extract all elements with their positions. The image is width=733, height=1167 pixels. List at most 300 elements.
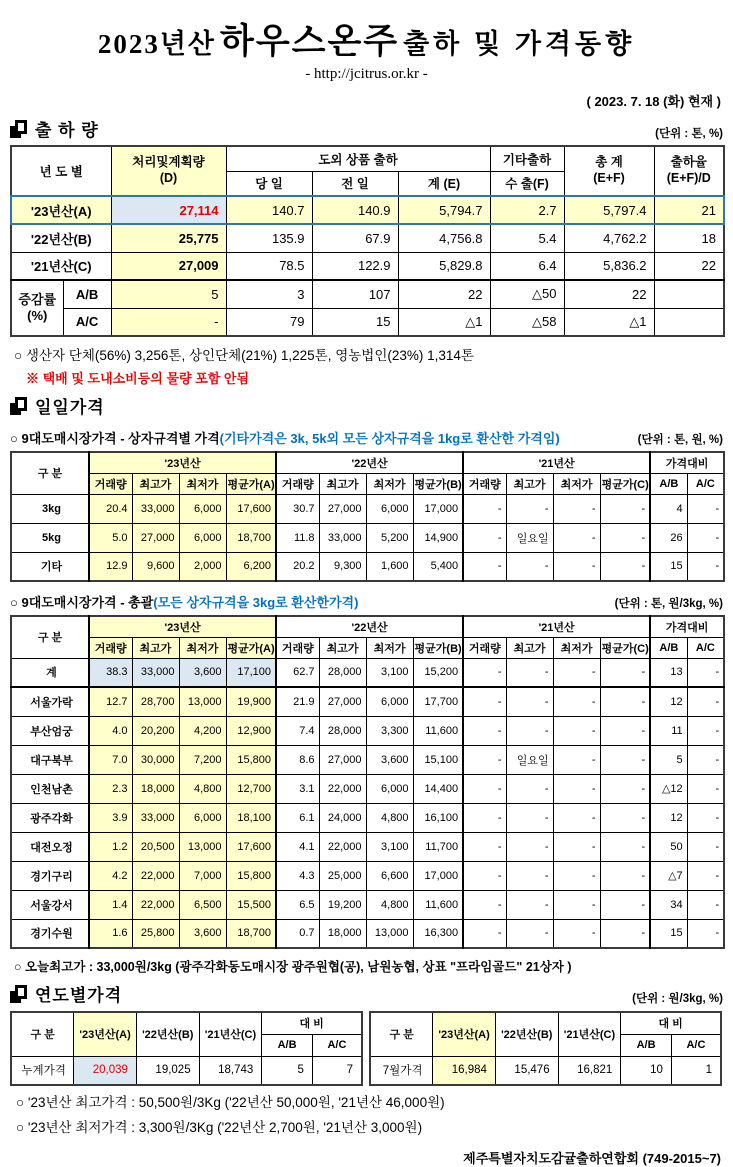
value-cell: - [553,523,600,552]
value-cell: 3 [226,280,312,308]
column-header: 거래량 [276,637,319,658]
value-cell: 5 [650,745,687,774]
column-header: 평균가(B) [413,637,463,658]
column-header: 최저가 [553,637,600,658]
organization-footer: 제주특별자치도감귤출하연합회 (749-2015~7) [463,1151,721,1166]
daily-section-title: 일일가격 [35,398,105,417]
value-cell: 2,000 [179,552,226,581]
value-cell: - [463,774,506,803]
value-cell: - [687,687,724,716]
box-price-heading-note: (기타가격은 3k, 5k외 모든 상자규격을 1kg로 환산한 가격임) [219,431,560,446]
value-cell: 21.9 [276,687,319,716]
value-cell: 27,000 [132,523,179,552]
shipment-section-title: 출 하 량 [35,121,99,140]
value-cell: 5,400 [413,552,463,581]
box-price-table [10,451,725,582]
value-cell: 62.7 [276,658,319,687]
value-cell: - [687,803,724,832]
report-date: ( 2023. 7. 18 (화) 현재 ) [586,94,721,109]
value-cell: - [687,552,724,581]
value-cell: - [687,774,724,803]
column-header: A/B [262,1034,313,1056]
table-row [11,308,724,336]
column-header: 최저가 [179,637,226,658]
title-suffix: 출하 및 가격동향 [403,29,636,59]
value-cell: - [463,552,506,581]
value-cell: 22,000 [319,774,366,803]
value-cell: 38.3 [89,658,132,687]
column-header: '22년산 [276,452,463,473]
value-cell: - [553,658,600,687]
value-cell: 12,900 [226,716,276,745]
value-cell: 27,000 [319,687,366,716]
value-cell: 4.3 [276,861,319,890]
value-cell: 28,000 [319,716,366,745]
value-cell: - [463,890,506,919]
value-cell: 6.4 [490,252,564,280]
section-square-icon [10,397,27,415]
value-cell: 4.2 [89,861,132,890]
value-cell: 6,000 [366,494,413,523]
value-cell: 7.0 [89,745,132,774]
value-cell: △1 [564,308,654,336]
column-header: 최저가 [366,473,413,494]
value-cell: 34 [650,890,687,919]
column-header: 계 (E) [398,171,490,196]
value-cell: 15 [650,919,687,948]
value-cell [654,308,724,336]
box-price-unit-label: (단위 : 톤, 원, %) [637,434,723,446]
value-cell: △58 [490,308,564,336]
table-row [11,1056,362,1085]
table-row [11,658,724,687]
july-price-table [369,1011,722,1086]
value-cell: 17,700 [413,687,463,716]
value-cell: - [463,687,506,716]
value-cell: △50 [490,280,564,308]
value-cell: 7.4 [276,716,319,745]
value-cell: 6,000 [366,774,413,803]
column-header: 구 분 [11,1012,74,1056]
value-cell: 7 [312,1056,362,1085]
column-header: '21년산 [463,452,650,473]
value-cell: - [506,494,553,523]
column-header: 구 분 [11,452,89,494]
value-cell: 17,000 [413,494,463,523]
value-cell: 28,700 [132,687,179,716]
value-cell: 30.7 [276,494,319,523]
column-header: '22년산(B) [495,1012,558,1056]
value-cell: 13 [650,658,687,687]
row-label: 부산엄궁 [11,716,89,745]
value-cell: 22,000 [319,832,366,861]
value-cell: - [687,861,724,890]
column-header: 출하율 (E+F)/D [654,146,724,196]
value-cell: 20.4 [89,494,132,523]
value-cell: 30,000 [132,745,179,774]
value-cell: - [463,745,506,774]
column-header: 최고가 [506,473,553,494]
column-header: '22년산(B) [136,1012,199,1056]
value-cell: 6,500 [179,890,226,919]
value-cell: 4,756.8 [398,224,490,252]
column-header: 최저가 [366,637,413,658]
column-header: 거래량 [89,637,132,658]
row-label: 계 [11,658,89,687]
value-cell: - [463,716,506,745]
row-label: A/C [63,308,111,336]
column-header: '22년산 [276,616,463,637]
value-cell: 3,300 [366,716,413,745]
market-price-table [10,615,725,949]
value-cell: 140.7 [226,196,312,224]
value-cell: 8.6 [276,745,319,774]
value-cell: 4.1 [276,832,319,861]
column-header: A/B [650,637,687,658]
value-cell: 13,000 [366,919,413,948]
value-cell: 11,600 [413,890,463,919]
section-square-icon [10,120,27,138]
value-cell: - [463,861,506,890]
value-cell: 6.5 [276,890,319,919]
value-cell: 20,039 [74,1056,137,1085]
table-row [370,1056,721,1085]
value-cell: 18,743 [199,1056,262,1085]
value-cell: 12,700 [226,774,276,803]
value-cell: 17,600 [226,494,276,523]
column-header: '23년산(A) [74,1012,137,1056]
value-cell: - [553,774,600,803]
row-label: A/B [63,280,111,308]
column-header: 총 계 (E+F) [564,146,654,196]
value-cell: 24,000 [319,803,366,832]
value-cell: 9,600 [132,552,179,581]
value-cell: 7,200 [179,745,226,774]
value-cell: - [506,774,553,803]
value-cell: 140.9 [312,196,398,224]
value-cell: 3,100 [366,832,413,861]
value-cell: - [687,919,724,948]
column-header: '21년산(C) [558,1012,621,1056]
value-cell: 18,700 [226,523,276,552]
total-price-heading: ○ 9대도매시장가격 - 총괄 [10,595,154,610]
value-cell: 15,100 [413,745,463,774]
column-header: '21년산(C) [199,1012,262,1056]
column-header: 기타출하 [490,146,564,171]
row-label: '21년산(C) [11,252,111,280]
value-cell: 18,100 [226,803,276,832]
value-cell: 50 [650,832,687,861]
column-header: 당 일 [226,171,312,196]
value-cell: 27,000 [319,494,366,523]
box-price-subhead [10,428,723,447]
value-cell: - [463,832,506,861]
box-price-heading: ○ 9대도매시장가격 - 상자규격별 가격 [10,431,220,446]
value-cell: - [600,552,650,581]
column-header: 평균가(A) [226,473,276,494]
value-cell: 67.9 [312,224,398,252]
value-cell: 13,000 [179,832,226,861]
column-header: 구 분 [11,616,89,658]
value-cell: 1.6 [89,919,132,948]
value-cell: 1 [671,1056,721,1085]
value-cell: 15,476 [495,1056,558,1085]
value-cell: - [553,919,600,948]
value-cell: 5 [111,280,226,308]
row-label: 대전오정 [11,832,89,861]
value-cell: 7,000 [179,861,226,890]
value-cell: - [506,832,553,861]
value-cell: 18,700 [226,919,276,948]
column-header: '23년산(A) [433,1012,496,1056]
value-cell: - [600,803,650,832]
table-row [11,252,724,280]
shipment-table [10,145,725,337]
column-header: A/C [687,473,724,494]
value-cell: 6,000 [179,494,226,523]
value-cell: 15 [312,308,398,336]
value-cell: - [687,745,724,774]
value-cell: 1.2 [89,832,132,861]
value-cell: 22,000 [132,890,179,919]
column-header: 처리및계획량 (D) [111,146,226,196]
value-cell: 79 [226,308,312,336]
value-cell: 14,900 [413,523,463,552]
value-cell: - [687,716,724,745]
value-cell: - [553,716,600,745]
column-header: 최고가 [319,473,366,494]
column-header: 거래량 [463,637,506,658]
row-label: 인천남촌 [11,774,89,803]
value-cell: - [553,687,600,716]
value-cell: - [553,494,600,523]
value-cell: 22 [654,252,724,280]
row-label: 대구북부 [11,745,89,774]
value-cell: 5 [262,1056,313,1085]
value-cell: △12 [650,774,687,803]
value-cell: - [687,494,724,523]
shipment-unit-label: (단위 : 톤, %) [655,128,723,140]
value-cell: 15,200 [413,658,463,687]
value-cell: 6,200 [226,552,276,581]
column-header: 평균가(C) [600,637,650,658]
section-square-icon [10,985,27,1003]
value-cell: 5,836.2 [564,252,654,280]
value-cell: - [687,890,724,919]
column-header: A/C [671,1034,721,1056]
value-cell: - [687,832,724,861]
value-cell: 20.2 [276,552,319,581]
row-label: 서울강서 [11,890,89,919]
value-cell: 6.1 [276,803,319,832]
table-row [11,523,724,552]
title-year: 2023년산 [97,29,217,59]
table-row [11,919,724,948]
total-price-subhead [10,592,723,611]
column-header: 가격대비 [650,452,724,473]
column-header: 최고가 [319,637,366,658]
column-header: 평균가(B) [413,473,463,494]
value-cell: 16,300 [413,919,463,948]
value-cell: - [553,552,600,581]
value-cell: 2.7 [490,196,564,224]
value-cell: 17,600 [226,832,276,861]
value-cell: 5.0 [89,523,132,552]
value-cell: 3,600 [366,745,413,774]
value-cell: - [600,494,650,523]
value-cell: 33,000 [132,494,179,523]
value-cell: 6,000 [366,687,413,716]
table-row [11,803,724,832]
column-header: 대 비 [621,1012,721,1034]
column-header: A/B [621,1034,672,1056]
value-cell: 6,000 [179,803,226,832]
row-label: 5kg [11,523,89,552]
column-header: 최고가 [506,637,553,658]
value-cell: - [600,716,650,745]
value-cell: 3.1 [276,774,319,803]
column-header: 최저가 [179,473,226,494]
value-cell: 10 [621,1056,672,1085]
row-label: 기타 [11,552,89,581]
value-cell: - [600,890,650,919]
value-cell: 28,000 [319,658,366,687]
value-cell: - [506,890,553,919]
column-header: A/C [687,637,724,658]
value-cell: 22,000 [132,861,179,890]
season-low-price-note: ○ '23년산 최저가격 : 3,300원/3Kg ('22년산 2,700원, '21년산 3,000원) [16,1120,423,1135]
value-cell: 11,700 [413,832,463,861]
column-header: 최고가 [132,473,179,494]
table-row [11,224,724,252]
value-cell: - [506,687,553,716]
value-cell: 13,000 [179,687,226,716]
value-cell: - [600,658,650,687]
value-cell: 11 [650,716,687,745]
value-cell: △7 [650,861,687,890]
value-cell [654,280,724,308]
value-cell: 5,200 [366,523,413,552]
column-header: A/C [312,1034,362,1056]
value-cell: - [463,803,506,832]
value-cell: 16,984 [433,1056,496,1085]
row-label: 증감률 (%) [11,280,63,336]
shipment-section-head [10,116,723,141]
value-cell: 12 [650,803,687,832]
value-cell: 25,800 [132,919,179,948]
value-cell: 15,500 [226,890,276,919]
value-cell: 12.7 [89,687,132,716]
value-cell: - [463,494,506,523]
value-cell: 18,000 [132,774,179,803]
value-cell: 9,300 [319,552,366,581]
yearly-section-title: 연도별가격 [35,986,123,1005]
column-header: 구 분 [370,1012,433,1056]
column-header: 최고가 [132,637,179,658]
value-cell: 33,000 [132,803,179,832]
column-header: 가격대비 [650,616,724,637]
value-cell: 78.5 [226,252,312,280]
source-url: - http://jcitrus.or.kr - [305,66,428,82]
value-cell: - [553,832,600,861]
value-cell: 1,600 [366,552,413,581]
column-header: '23년산 [89,616,276,637]
value-cell: 27,009 [111,252,226,280]
table-row [11,196,724,224]
column-header: 년 도 별 [11,146,111,196]
value-cell: 4,800 [179,774,226,803]
value-cell: 17,000 [413,861,463,890]
value-cell: - [463,658,506,687]
value-cell: 16,821 [558,1056,621,1085]
value-cell: 4 [650,494,687,523]
value-cell: - [687,658,724,687]
table-row [11,687,724,716]
column-header: 대 비 [262,1012,362,1034]
value-cell: - [553,861,600,890]
column-header: 평균가(C) [600,473,650,494]
column-header: 평균가(A) [226,637,276,658]
table-row [11,890,724,919]
value-cell: 25,775 [111,224,226,252]
value-cell: 122.9 [312,252,398,280]
value-cell: - [600,523,650,552]
value-cell: 16,100 [413,803,463,832]
column-header: 거래량 [276,473,319,494]
table-row [11,745,724,774]
value-cell: 14,400 [413,774,463,803]
value-cell: 6,600 [366,861,413,890]
value-cell: 18 [654,224,724,252]
value-cell: - [463,919,506,948]
value-cell: - [553,745,600,774]
column-header: 최저가 [553,473,600,494]
value-cell: 11.8 [276,523,319,552]
value-cell: 22 [564,280,654,308]
value-cell: △1 [398,308,490,336]
value-cell: - [506,861,553,890]
value-cell: 19,025 [136,1056,199,1085]
table-row [11,716,724,745]
table-row [11,494,724,523]
value-cell: 3,100 [366,658,413,687]
table-row [11,832,724,861]
value-cell: 5,829.8 [398,252,490,280]
value-cell: 11,600 [413,716,463,745]
row-label: 3kg [11,494,89,523]
value-cell: 135.9 [226,224,312,252]
value-cell: 5,794.7 [398,196,490,224]
value-cell: - [506,552,553,581]
value-cell: 33,000 [319,523,366,552]
value-cell: 33,000 [132,658,179,687]
value-cell: 4,200 [179,716,226,745]
producer-note: ○ 생산자 단체(56%) 3,256톤, 상인단체(21%) 1,225톤, 영농법인(23%) 1,314톤 [14,348,474,363]
total-price-heading-note: (모든 상자규격을 3kg로 환산한가격) [153,595,359,610]
value-cell: 15 [650,552,687,581]
total-price-unit-label: (단위 : 톤, 원/3kg, %) [614,598,723,610]
value-cell: 19,200 [319,890,366,919]
value-cell: 일요일 [506,745,553,774]
value-cell: - [553,803,600,832]
value-cell: 4.0 [89,716,132,745]
value-cell: - [600,745,650,774]
row-label: 광주각화 [11,803,89,832]
value-cell: 5,797.4 [564,196,654,224]
column-header: 전 일 [312,171,398,196]
value-cell: - [600,774,650,803]
value-cell: 3,600 [179,919,226,948]
